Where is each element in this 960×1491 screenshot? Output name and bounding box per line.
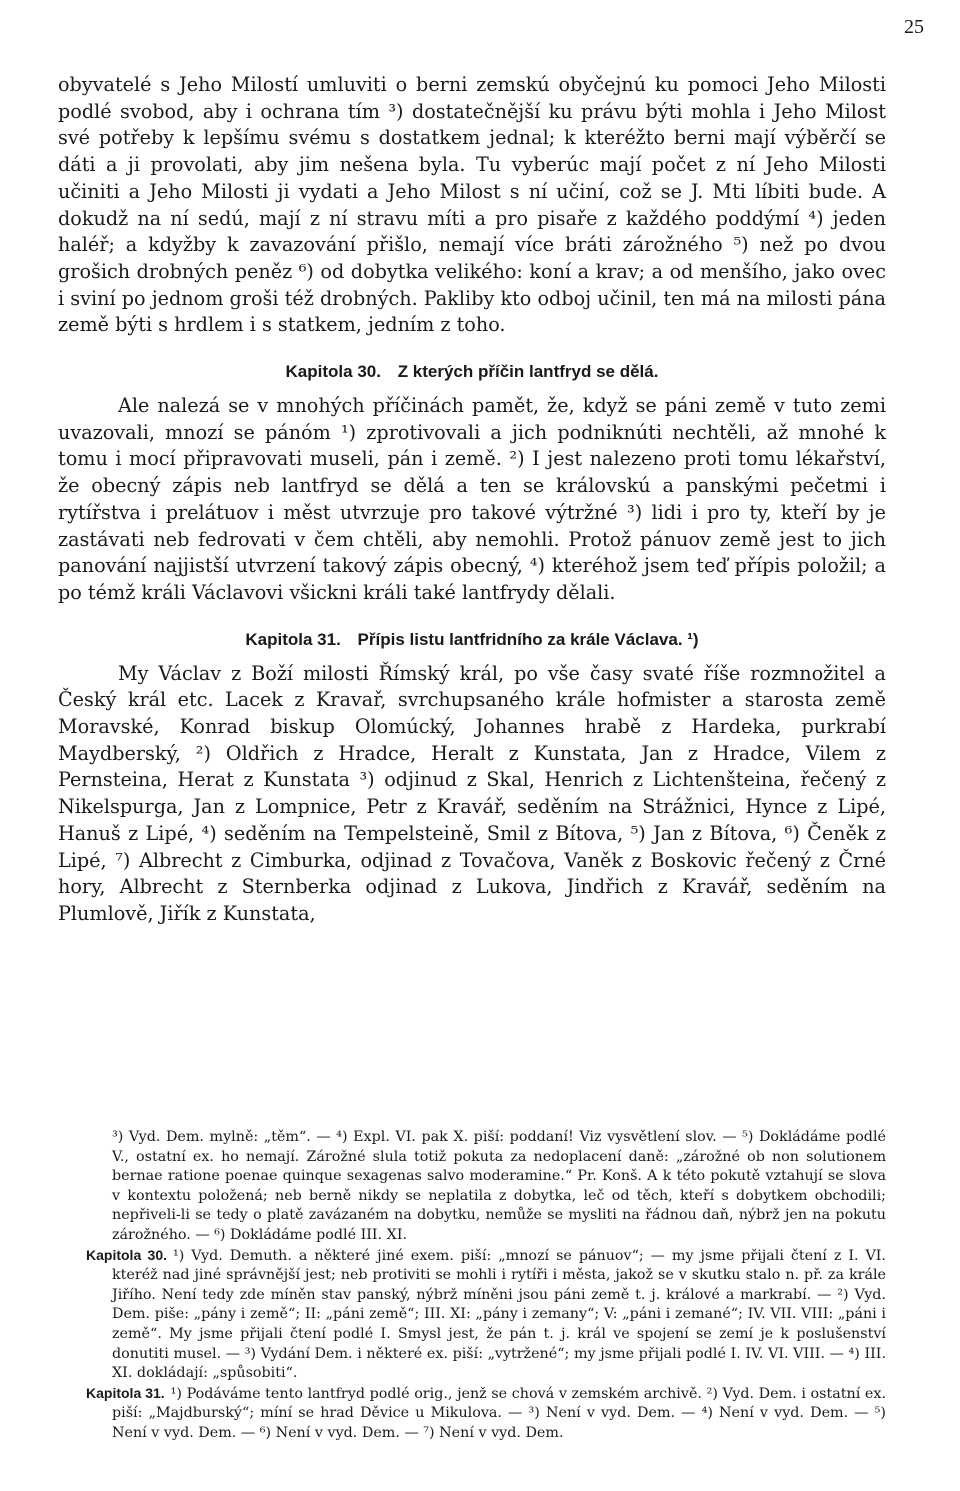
page-number: 25	[904, 16, 924, 38]
footnote-kap30-text: ¹) Vyd. Demuth. a některé jiné exem. piší: „mnozí se pánuov“; — my jsme přijali čtení z I. VI. kteréž nad jiné správnější jest; neb protiviti se mohli i rytíři i města, jakož se v skutku stalo n. př. za krále Jiřího. Není tedy zde míněn stav panský, nýbrž míněni jsou páni země t. j. králové a markrabí. — ²) Vyd. Dem. piše: „pány i země“; II: „páni země“; III. XI: „pány i zemany“; V: „páni i zemané“; IV. VII. VIII: „páni i země“. My jsme přijali čtení podlé I. Smysl jest, že pán t. j. král ve spojení se zemí je k poslušenství donutiti musel. — ³) Vydání Dem. i některé ex. piší: „vytržené“; my jsme přijali podlé I. IV. VI. VIII. — ⁴) III. XI. dokládají: „spůsobiti“.	[112, 1247, 886, 1382]
footnote-kap31-label: Kapitola 31.	[86, 1384, 165, 1401]
chapter-30-label: Kapitola 30.	[285, 362, 381, 382]
paragraph-continuation: obyvatelé s Jeho Milostí umluviti o berni zemskú obyčejnú ku pomoci Jeho Milosti podlé svobod, aby i ochrana tím ³) dostatečnější ku právu býti mohla i Jeho Milost své potřeby k lepšímu svému s dostatkem jednal; k kteréžto berni mají výběrčí se dáti a ji provolati, aby jim nešena byla. Tu vyberúc mají počet z ní Jeho Milosti učiniti a Jeho Milosti ji vydati a Jeho Milost s ní učiní, což se J. Mti líbiti bude. A dokudž na ní sedú, mají z ní stravu míti a pro pisaře z každého poddýmí ⁴) jeden haléř; a kdyžby k zavazování přišlo, nemají více bráti zárožného ⁵) než po dvou grošich drobných peněz ⁶) od dobytka velikého: koní a krav; a od menšího, jako ovec i sviní po jednom groši též drobných. Pakliby kto odboj učinil, ten má na milosti pána země býti s hrdlem i s statkem, jedním z toho.	[58, 73, 886, 337]
footnotes	[86, 1128, 886, 1444]
chapter-31-title: Přípis listu lantfridního za krále Václava. ¹)	[357, 629, 699, 649]
footnote-block-1: ³) Vyd. Dem. mylně: „těm“. — ⁴) Expl. VI. pak X. piší: poddaní! Viz vysvětlení slov. — ⁵) Dokládáme podlé V., ostatní ex. ho nemají. Zárožné slula totiž pokuta za nedoplacení daně: „zárožné ob non solutionem bernae ratione poenae quinque sexagenas salvo moderamine.“ Pr. Konš. A k této pokutě vztahují se slova v kontextu položená; neb berně nikdy se neplatila z dobytka, leč od těch, kteří s dobytkem obchodili; nepřiveli-li se tedy o platě zavázaném na dobytku, nemůže se mysliti na řádnou daň, nýbrž jen na pokutu zárožného. — ⁶) Dokládáme podlé III. XI.	[112, 1129, 886, 1243]
main-text	[58, 72, 886, 928]
chapter-30-title: Z kterých příčin lantfryd se dělá.	[397, 362, 659, 382]
chapter-30-heading	[58, 359, 886, 385]
chapter-31-label: Kapitola 31.	[245, 629, 341, 649]
footnote-kap30-label: Kapitola 30.	[86, 1246, 167, 1263]
footnote-kap31-text: ¹) Podáváme tento lantfryd podlé orig., jenž se chová v zemském archivě. ²) Vyd. Dem. i ostatní ex. piší: „Majdburský“; míní se hrad Děvice u Mikulova. — ³) Není v vyd. Dem. — ⁴) Není v vyd. Dem. — ⁵) Není v vyd. Dem. — ⁶) Není v vyd. Dem. — ⁷) Není v vyd. Dem.	[112, 1385, 886, 1441]
footnote-block-kap30	[86, 1246, 886, 1384]
footnote-block-kap31	[86, 1384, 886, 1444]
chapter-31-text: My Václav z Boží milosti Římský král, po vše časy svaté říše rozmnožitel a Český král etc. Lacek z Kravař, svrchupsaného krále hofmister a starosta země Moravské, Konrad biskup Olomúcký, Johannes hrabě z Hardeka, purkrabí Maydberský, ²) Oldřich z Hradce, Heralt z Kunstata, Jan z Hradce, Vilem z Pernsteina, Herat z Kunstata ³) odjinud z Skal, Henrich z Lichtenšteina, řečený z Nikelspurga, Jan z Lompnice, Petr z Kravář, seděním na Strážnici, Hynce z Lipé, Hanuš z Lipé, ⁴) seděním na Tempelsteině, Smil z Bítova, ⁵) Jan z Bítova, ⁶) Čeněk z Lipé, ⁷) Albrecht z Cimburka, odjinad z Tovačova, Vaněk z Boskovic řečený z Črné hory, Albrecht z Sternberka odjinad z Lukova, Jindřich z Kravář, seděním na Plumlově, Jiřík z Kunstata,	[58, 661, 886, 925]
chapter-30-text: Ale nalezá se v mnohých příčinách pamět, že, když se páni země v tuto zemi uvazovali, mnozí se pánóm ¹) zprotivovali a jich podniknúti nechtěli, až mnohé k tomu i mocí připravovati museli, pán i země. ²) I jest nalezeno proti tomu lékařství, že obecný zápis neb lantfryd se dělá a ten se královskú a panskými pečetmi i rytířstva i prelátuov i měst utvrzuje pro takové výtržné ³) lidi i pro ty, kteří by je zastávati neb fedrovati v čem chtěli, aby nemohli. Protož pánuov země jest to jich panování najjistší utvrzení takový zápis obecný, ⁴) kteréhož jsem teď přípis položil; a po témž králi Václavovi všickni králi také lantfrydy dělali.	[58, 394, 886, 604]
chapter-31-heading	[58, 627, 886, 653]
